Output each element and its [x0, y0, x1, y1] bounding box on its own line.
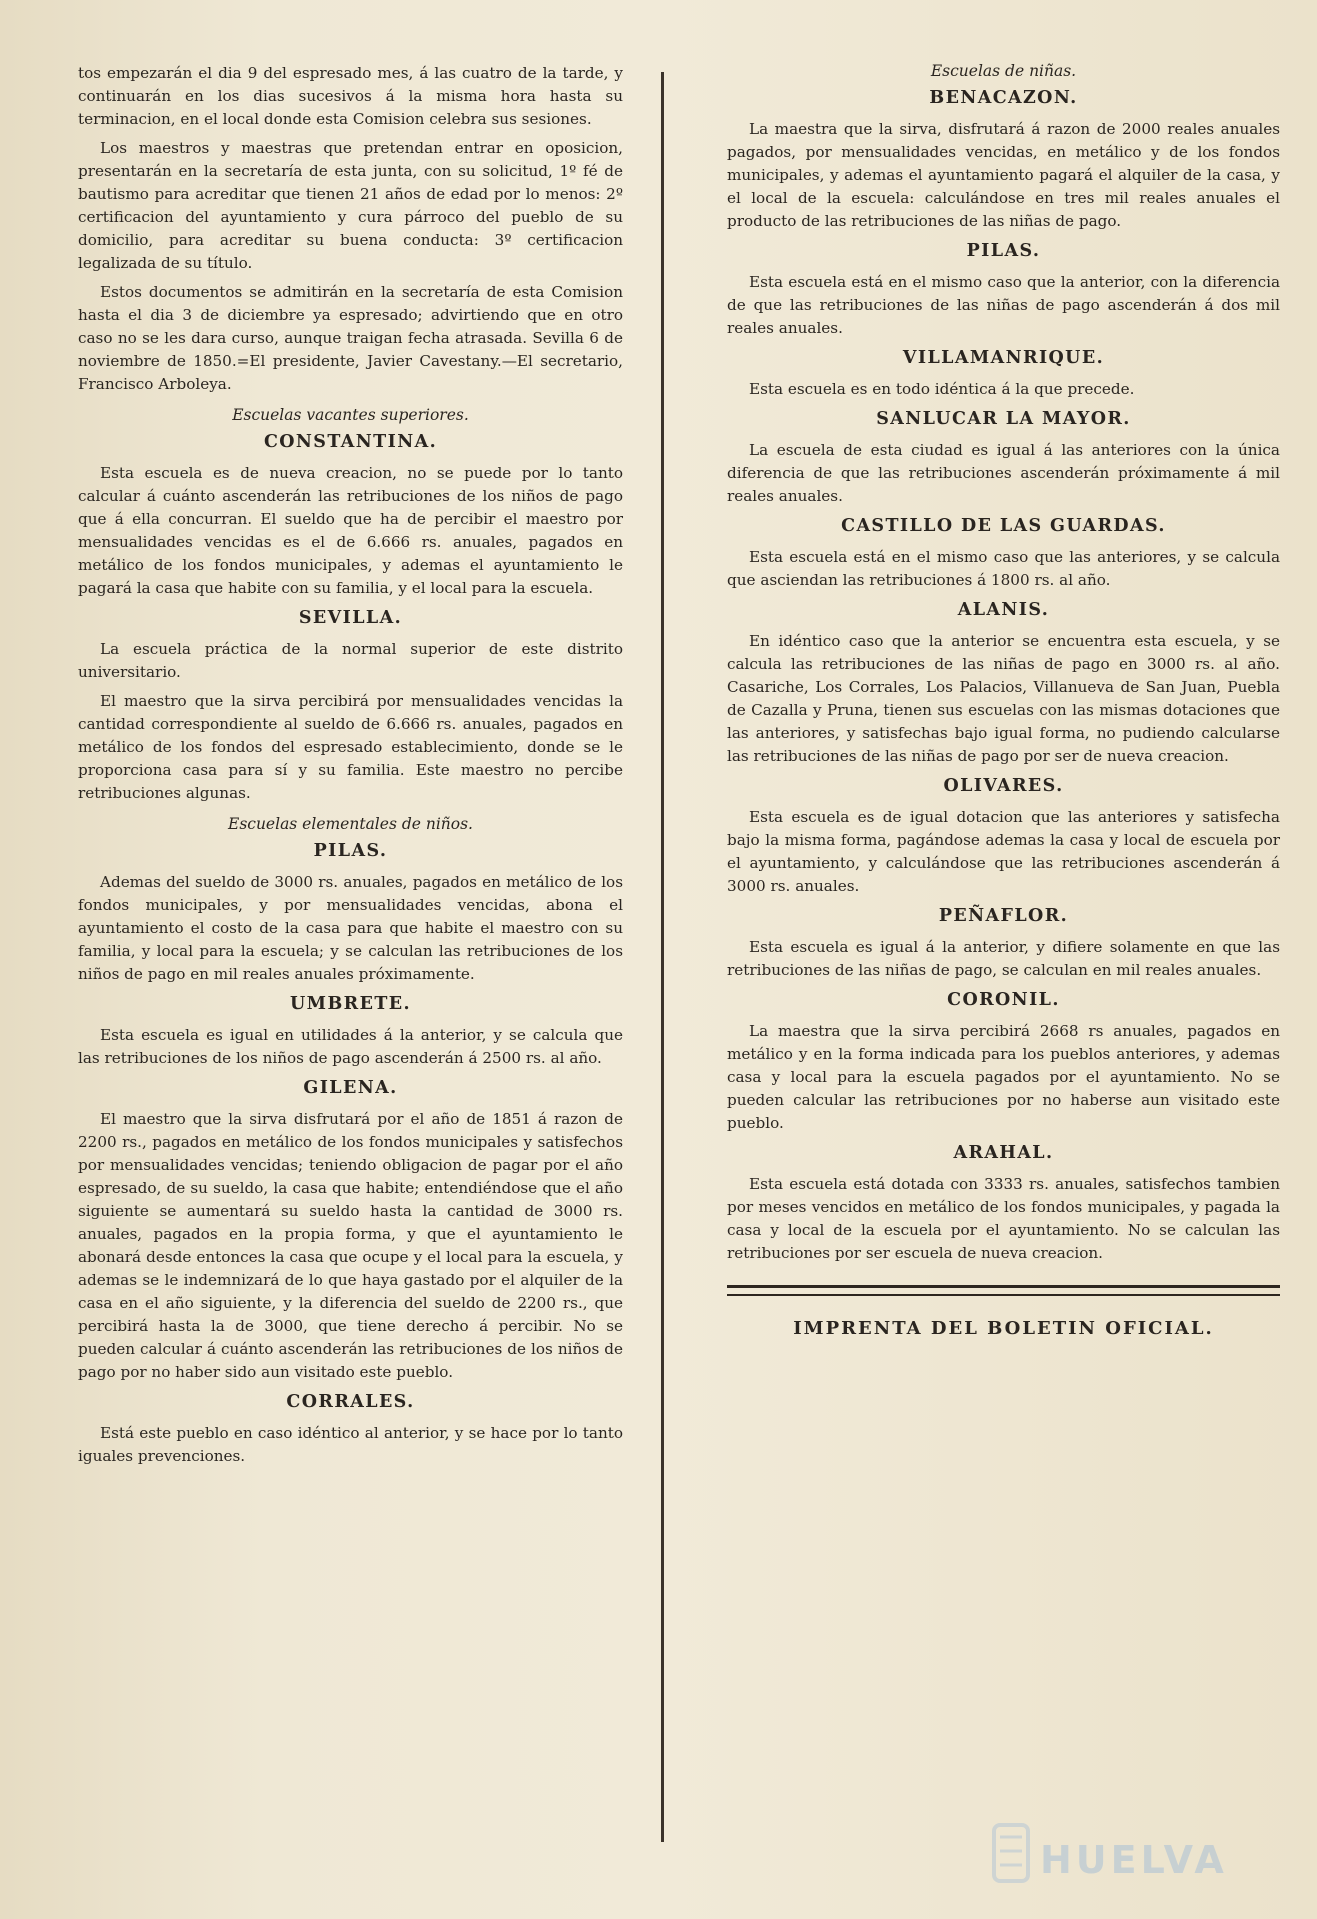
school-title-castillo: CASTILLO DE LAS GUARDAS.: [841, 516, 1166, 536]
column-divider: [661, 72, 664, 1842]
section-heading-elementales: Escuelas elementales de niños.: [228, 815, 473, 833]
imprint-line: IMPRENTA DEL BOLETIN OFICIAL.: [793, 1318, 1214, 1339]
school-text-alanis: En idéntico caso que la anterior se encuentra esta escuela, y se calcula las retribuciones de las niñas de pago en 3000 rs. al año. Casariche, Los Corrales, Los Palacios, Villanueva de San Juan, Puebla de Cazalla y Pruna, tienen sus escuelas con las mismas dotaciones que las anteriores, y satisfechas bajo igual forma, no pudiendo calcularse las retribuciones de las niñas de pago por ser de nueva creacion.: [727, 632, 1280, 765]
deadline-paragraph: Estos documentos se admitirán en la secretaría de esta Comision hasta el dia 3 de diciembre ya espresado; advirtiendo que en otro caso no se les dara curso, aunque traigan fecha atrasada. Sevilla 6 de noviembre de 1850.=El presidente, Javier Cavestany.—El secretario, Francisco Arboleya.: [78, 283, 623, 393]
school-text-coronil: La maestra que la sirva percibirá 2668 rs anuales, pagados en metálico y en la forma indicada para los pueblos anteriores, y ademas casa y local para la escuela pagados por el ayuntamiento. No se pueden calcular las retribuciones por no haberse aun visitado este pueblo.: [727, 1022, 1280, 1132]
school-text-constantina: Esta escuela es de nueva creacion, no se puede por lo tanto calcular á cuánto ascenderán las retribuciones de los niños de pago que á ella concurran. El sueldo que ha de percibir el maestro por mensualidades vencidas es el de 6.666 rs. anuales, pagados en metálico de los fondos municipales, y ademas el ayuntamiento le pagará la casa que habite con su familia, y el local para la escuela.: [78, 464, 623, 597]
section-heading-superiores: Escuelas vacantes superiores.: [232, 406, 469, 424]
school-title-constantina: CONSTANTINA.: [263, 432, 438, 452]
requirements-paragraph: Los maestros y maestras que pretendan entrar en oposicion, presentarán en la secretaría de esta junta, con su solicitud, 1º fé de bautismo para acreditar que tienen 21 años de edad por lo menos: 2º certificacion del ayuntamiento y cura párroco del pueblo de su domicilio, para acreditar su buena conducta: 3º certificacion legalizada de su título.: [78, 139, 623, 272]
school-title-pilas-ninas: PILAS.: [966, 241, 1041, 261]
school-text-benacazon: La maestra que la sirva, disfrutará á razon de 2000 reales anuales pagados, por mensualidades vencidas, en metálico y de los fondos municipales, y ademas el ayuntamiento pagará el alquiler de la casa, y el local de la escuela: calculándose en tres mil reales anuales el producto de las retribuciones de las niñas de pago.: [727, 120, 1280, 230]
school-text-villamanrique: Esta escuela es en todo idéntica á la que precede.: [749, 380, 1135, 398]
school-title-villamanrique: VILLAMANRIQUE.: [902, 348, 1105, 368]
closing-rule: [727, 1285, 1280, 1296]
school-title-coronil: CORONIL.: [947, 990, 1060, 1010]
school-title-corrales: CORRALES.: [286, 1392, 415, 1412]
section-heading-ninas: Escuelas de niñas.: [930, 62, 1077, 80]
right-column: [727, 62, 1280, 1339]
school-text-umbrete: Esta escuela es igual en utilidades á la anterior, y se calcula que las retribuciones de los niños de pago ascenderán á 2500 rs. al año.: [78, 1026, 623, 1067]
school-title-sevilla: SEVILLA.: [298, 608, 403, 628]
school-text-sevilla-2: El maestro que la sirva percibirá por mensualidades vencidas la cantidad correspondiente al sueldo de 6.666 rs. anuales, pagados en metálico de los fondos del espresado establecimiento, donde se le proporciona casa para sí y su familia. Este maestro no percibe retribuciones algunas.: [78, 692, 623, 802]
school-title-umbrete: UMBRETE.: [290, 994, 411, 1014]
school-text-sevilla-1: La escuela práctica de la normal superior de este distrito universitario.: [78, 640, 623, 681]
school-title-pilas: PILAS.: [313, 841, 388, 861]
school-text-castillo: Esta escuela está en el mismo caso que las anteriores, y se calcula que asciendan las retribuciones á 1800 rs. al año.: [727, 548, 1280, 589]
school-text-pilas: Ademas del sueldo de 3000 rs. anuales, pagados en metálico de los fondos municipales, y por mensualidades vencidas, abona el ayuntamiento el costo de la casa para que habite el maestro con su familia, y local para la escuela; y se calculan las retribuciones de los niños de pago en mil reales anuales próximamente.: [78, 873, 623, 983]
school-text-pilas-ninas: Esta escuela está en el mismo caso que la anterior, con la diferencia de que las retribuciones de las niñas de pago ascenderán á dos mil reales anuales.: [727, 273, 1280, 337]
school-text-penaflor: Esta escuela es igual á la anterior, y difiere solamente en que las retribuciones de las niñas de pago, se calculan en mil reales anuales.: [727, 938, 1280, 979]
school-text-corrales: Está este pueblo en caso idéntico al anterior, y se hace por lo tanto iguales prevenciones.: [78, 1424, 623, 1465]
school-title-sanlucar: SANLUCAR LA MAYOR.: [876, 409, 1131, 429]
watermark-text: HUELVA: [1040, 1838, 1228, 1882]
school-title-arahal: ARAHAL.: [953, 1143, 1054, 1163]
school-title-olivares: OLIVARES.: [943, 776, 1064, 796]
school-title-penaflor: PEÑAFLOR.: [938, 906, 1069, 926]
school-title-benacazon: BENACAZON.: [929, 88, 1078, 108]
school-title-gilena: GILENA.: [303, 1078, 398, 1098]
school-text-sanlucar: La escuela de esta ciudad es igual á las anteriores con la única diferencia de que las retribuciones ascenderán próximamente á mil reales anuales.: [727, 441, 1280, 505]
school-text-olivares: Esta escuela es de igual dotacion que las anteriores y satisfecha bajo la misma forma, pagándose ademas la casa y local de escuela por el ayuntamiento, y calculándose que las retribuciones ascenderán á 3000 rs. anuales.: [727, 808, 1280, 895]
school-title-alanis: ALANIS.: [957, 600, 1050, 620]
intro-paragraph: tos empezarán el dia 9 del espresado mes, á las cuatro de la tarde, y continuarán en los dias sucesivos á la misma hora hasta su terminacion, en el local donde esta Comision celebra sus sesiones.: [78, 64, 623, 128]
school-text-arahal: Esta escuela está dotada con 3333 rs. anuales, satisfechos tambien por meses vencidos en metálico de los fondos municipales, y pagada la casa y local de la escuela por el ayuntamiento. No se calculan las retribuciones por ser escuela de nueva creacion.: [727, 1175, 1280, 1262]
school-text-gilena: El maestro que la sirva disfrutará por el año de 1851 á razon de 2200 rs., pagados en metálico de los fondos municipales y satisfechos por mensualidades vencidas; teniendo obligacion de pagar por el año espresado, de su sueldo, la casa que habite; entendiéndose que el año siguiente se aumentará su sueldo hasta la cantidad de 3000 rs. anuales, pagados en la propia forma, y que el ayuntamiento le abonará desde entonces la casa que ocupe y el local para la escuela, y ademas se le indemnizará de lo que haya gastado por el alquiler de la casa en el año siguiente, y la diferencia del sueldo de 2200 rs., que percibirá hasta la de 3000, que tiene derecho á percibir. No se pueden calcular á cuánto ascenderán las retribuciones de los niños de pago por no haber sido aun visitado este pueblo.: [78, 1110, 623, 1381]
left-column: [78, 62, 623, 1474]
